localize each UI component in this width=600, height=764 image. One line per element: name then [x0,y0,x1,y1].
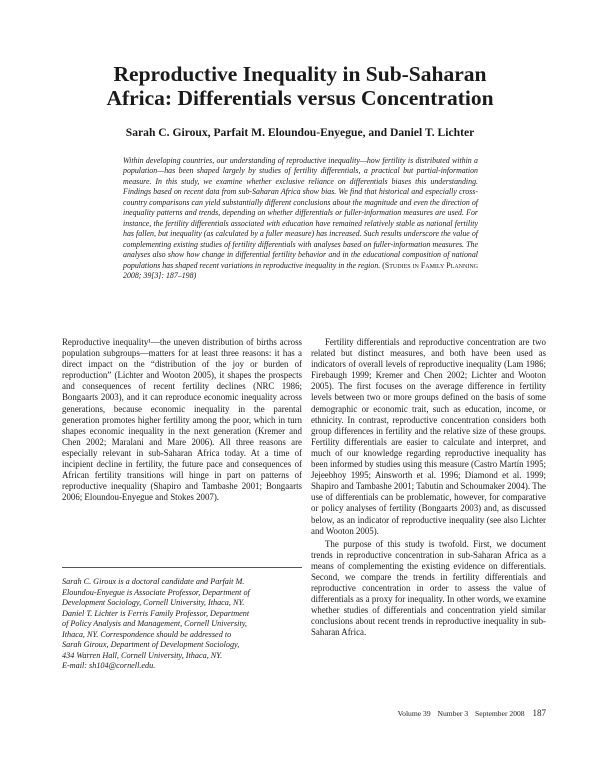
footnote-line: Daniel T. Lichter is Ferris Family Professor, Department [62,608,250,618]
footnote-line: of Policy Analysis and Management, Cornell University, [62,619,247,628]
author-affiliation-note [62,577,302,672]
footnote-line: Development Sociology, Cornell University, Ithaca, NY. [62,598,245,607]
body-paragraph: Fertility differentials and reproductive concentration are two related but distinct measures, and both have been used as indicators of overall levels of reproductive inequality (Lam 1986; Firebaugh 1999; Kremer and Chen 2002; Lichter and Wooton 2005). The first focuses on the average difference in fertility levels between two or more groups defined on the basis of some demographic or economic trait, such as education, income, or ethnicity. In contrast, reproductive concentration considers both group differences in fertility and the relative size of these groups. Fertility differentials are easier to calculate and interpret, and much of our knowledge regarding reproductive inequality has been informed by studies using this measure (Castro Martín 1995; Jejeebhoy 1995; Ainsworth et al. 1996; Diamond et al. 1999; Shapiro and Tambashe 2001; Tabutin and Schoumaker 2004). The use of differentials can be problematic, however, for comparative or policy analyses of fertility (Bongaarts 2003) and, as discussed below, as an indicator of reproductive inequality (see also Lichter and Wooton 2005). [311,337,546,536]
footnote-line: 434 Warren Hall, Cornell University, Ithaca, NY. [62,650,223,660]
footnote-divider [62,567,302,568]
footnote-line: Ithaca, NY. Correspondence should be addressed to [62,629,232,639]
citation-details: 2008; 39[3]: 187–198) [123,270,197,280]
footnote-line: Sarah Giroux, Department of Development Sociology, [62,640,240,649]
citation-journal: (Studies in Family Planning [382,260,478,270]
footnote-line: Eloundou-Enyegue is Associate Professor, Department of [62,587,250,597]
footnote-line: E-mail: sh104@cornell.edu. [62,661,156,670]
page-number: 187 [532,708,546,718]
left-column [62,337,302,503]
right-column [311,337,546,639]
footnote-line: Sarah C. Giroux is a doctoral candidate and Parfait M. [62,577,245,586]
title-line-1: Reproductive Inequality in Sub-Saharan [113,62,487,86]
abstract [123,156,478,281]
intro-paragraph: Reproductive inequality¹—the uneven distribution of births across population subgroups—matters for at least three reasons: it has a direct impact on the “distribution of the joy or burden of reproduction” (Lichter and Wooton 2005), it shapes the prospects and consequences of recent fertility declines (NRC 1986; Bongaarts 2003), and it can reproduce economic inequality across generations, because economic inequality in the parental generation promotes higher fertility among the poor, which in turn shapes economic inequality in the next generation (Kremer and Chen 2002; Maralani and Mare 2006). All three reasons are especially relevant in sub-Saharan Africa today. At a time of incipient decline in fertility, the future pace and consequences of African fertility transitions will hinge in part on patterns of reproductive inequality (Shapiro and Tambashe 2001; Bongaarts 2006; Eloundou-Enyegue and Stokes 2007). [62,337,302,503]
title-line-2: Africa: Differentials versus Concentration [106,86,494,110]
page-footer [398,708,546,718]
footer-date: September 2008 [475,709,525,718]
abstract-text: Within developing countries, our understanding of reproductive inequality—how fertility is distributed within a population—has been shaped largely by studies of fertility differentials, a practical but partial-information measure. In this study, we examine whether exclusive reliance on differentials biases this understanding. Findings based on recent data from sub-Saharan Africa show bias. We find that historical and especially cross-country comparisons can yield substantially different conclusions about the magnitude and even the direction of inequality patterns and trends, depending on whether differentials or fuller-information measures are used. For instance, the fertility differentials associated with education have remained relatively stable as national fertility has fallen, but inequality (as calculated by a fuller measure) has increased. Such results underscore the value of complementing existing studies of fertility differentials with analyses based on fuller-information measures. The analyses also show how change in differential fertility behavior and in the educational composition of national populations has shaped recent variations in reproductive inequality in the region. [123,156,478,270]
body-paragraph: The purpose of this study is twofold. First, we document trends in reproductive concentration in sub-Saharan Africa as a means of complementing the existing evidence on differentials. Second, we compare the trends in fertility differentials and reproductive concentration in order to assess the value of differentials as a proxy for inequality. In other words, we examine whether studies of differentials and concentration yield similar conclusions about recent trends in reproductive inequality in sub-Saharan Africa. [311,538,546,638]
footer-issue-number: Number 3 [437,709,469,718]
author-list: Sarah C. Giroux, Parfait M. Eloundou-Enyegue, and Daniel T. Lichter [125,126,475,139]
article-title [60,62,540,110]
footer-volume: Volume 39 [397,709,431,718]
